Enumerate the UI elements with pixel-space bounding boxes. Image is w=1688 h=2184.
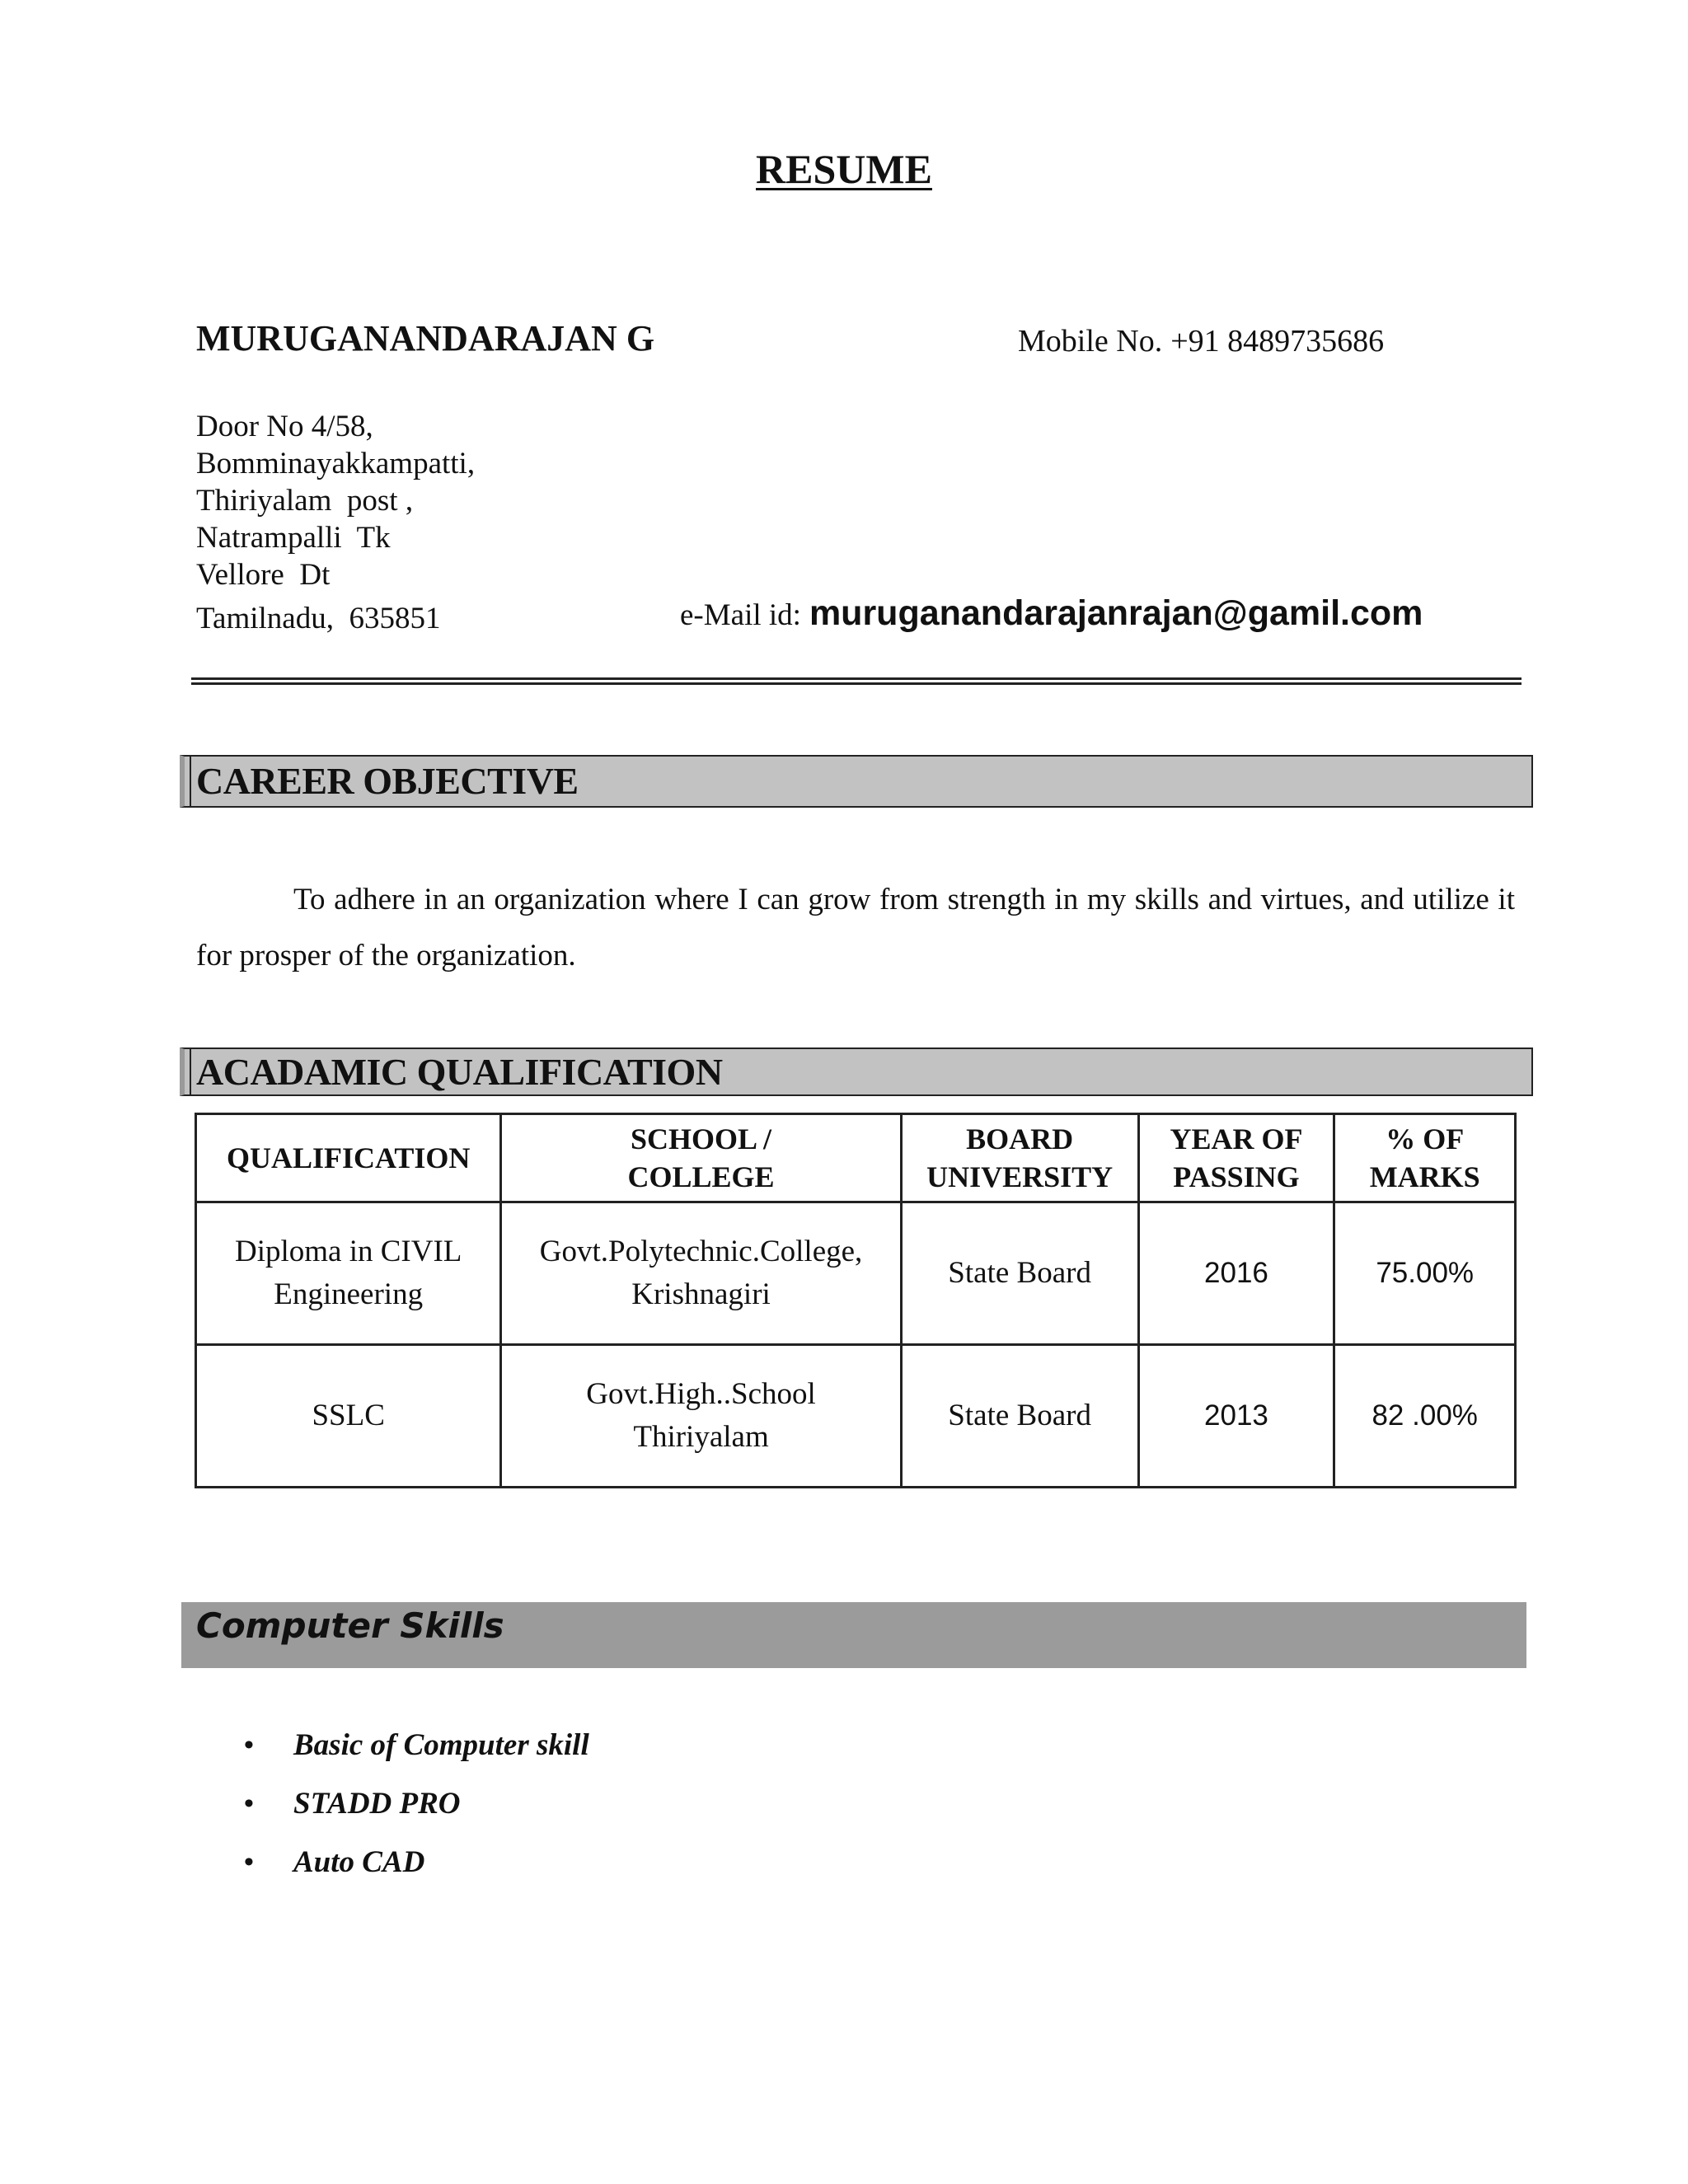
address-line: Tamilnadu, 635851 (196, 602, 441, 635)
header-marks (1334, 1114, 1516, 1202)
table-row (196, 1202, 1516, 1345)
header-text: % OF (1386, 1122, 1465, 1155)
header-text: SCHOOL / (631, 1122, 772, 1155)
address-block (196, 408, 475, 637)
header-text: COLLEGE (627, 1160, 775, 1193)
cell-board: State Board (901, 1202, 1138, 1345)
cell-text: Engineering (274, 1277, 424, 1311)
cell-marks: 75.00% (1334, 1202, 1516, 1345)
cell-marks: 82 .00% (1334, 1345, 1516, 1488)
cell-school (501, 1345, 901, 1488)
table-header-row (196, 1114, 1516, 1202)
academic-heading: ACADAMIC QUALIFICATION (196, 1051, 723, 1093)
cell-year: 2016 (1138, 1202, 1334, 1345)
bar-inner-line (190, 1049, 191, 1094)
list-item (239, 1716, 589, 1774)
header-text: BOARD (966, 1122, 1074, 1155)
email-label: e-Mail id: (680, 598, 801, 632)
mobile-value: +91 8489735686 (1170, 324, 1385, 359)
email-value: muruganandarajanrajan@gamil.com (809, 593, 1423, 633)
skill-text: STADD PRO (293, 1787, 461, 1821)
cell-text: Krishnagiri (631, 1277, 771, 1311)
table-row (196, 1345, 1516, 1488)
list-item (239, 1774, 589, 1833)
mobile-label: Mobile No. (1018, 324, 1163, 359)
cell-year: 2013 (1138, 1345, 1334, 1488)
computer-skills-heading: Computer Skills (196, 1605, 504, 1646)
header-text: YEAR OF (1170, 1122, 1303, 1155)
cell-qualification (196, 1345, 501, 1488)
cell-text: SSLC (312, 1399, 385, 1432)
cell-text: Govt.High..School (586, 1377, 816, 1411)
header-year (1138, 1114, 1334, 1202)
bullet-icon: • (244, 1788, 254, 1819)
bullet-icon: • (244, 1730, 254, 1760)
cell-qualification (196, 1202, 501, 1345)
skill-text: Auto CAD (293, 1845, 425, 1879)
computer-skills-heading-bar (181, 1602, 1526, 1668)
career-objective-text: To adhere in an organization where I can grow from strength in my skills and virtues, and utilize it for prosper of the organization. (196, 883, 1515, 972)
header-board (901, 1114, 1138, 1202)
skills-list (239, 1716, 589, 1891)
cell-school (501, 1202, 901, 1345)
qualification-table (195, 1113, 1517, 1488)
header-text: MARKS (1369, 1160, 1480, 1193)
cell-text: Thiriyalam (633, 1420, 769, 1454)
mobile-number (1018, 323, 1392, 359)
header-text: QUALIFICATION (226, 1141, 471, 1174)
header-text: UNIVERSITY (926, 1160, 1114, 1193)
address-line: Door No 4/58, (196, 410, 373, 443)
document-title: RESUME (756, 146, 932, 192)
candidate-name: MURUGANANDARAJAN G (196, 318, 655, 359)
header-divider (191, 677, 1522, 685)
email (680, 593, 1423, 634)
skill-text: Basic of Computer skill (293, 1728, 589, 1762)
header-school (501, 1114, 901, 1202)
address-line: Natrampalli Tk (196, 521, 391, 555)
address-line: Vellore Dt (196, 558, 331, 592)
bullet-icon: • (244, 1847, 254, 1877)
address-line: Thiriyalam post , (196, 484, 414, 518)
career-objective-heading: CAREER OBJECTIVE (196, 760, 579, 802)
header-qualification (196, 1114, 501, 1202)
address-line: Bomminayakkampatti, (196, 447, 476, 480)
career-objective-heading-bar (180, 755, 1533, 808)
cell-text: Govt.Polytechnic.College, (539, 1235, 863, 1268)
bar-inner-line (190, 757, 191, 806)
cell-text: Diploma in CIVIL (234, 1235, 462, 1268)
academic-heading-bar (180, 1047, 1533, 1096)
header-text: PASSING (1173, 1160, 1300, 1193)
cell-board: State Board (901, 1345, 1138, 1488)
list-item (239, 1833, 589, 1891)
